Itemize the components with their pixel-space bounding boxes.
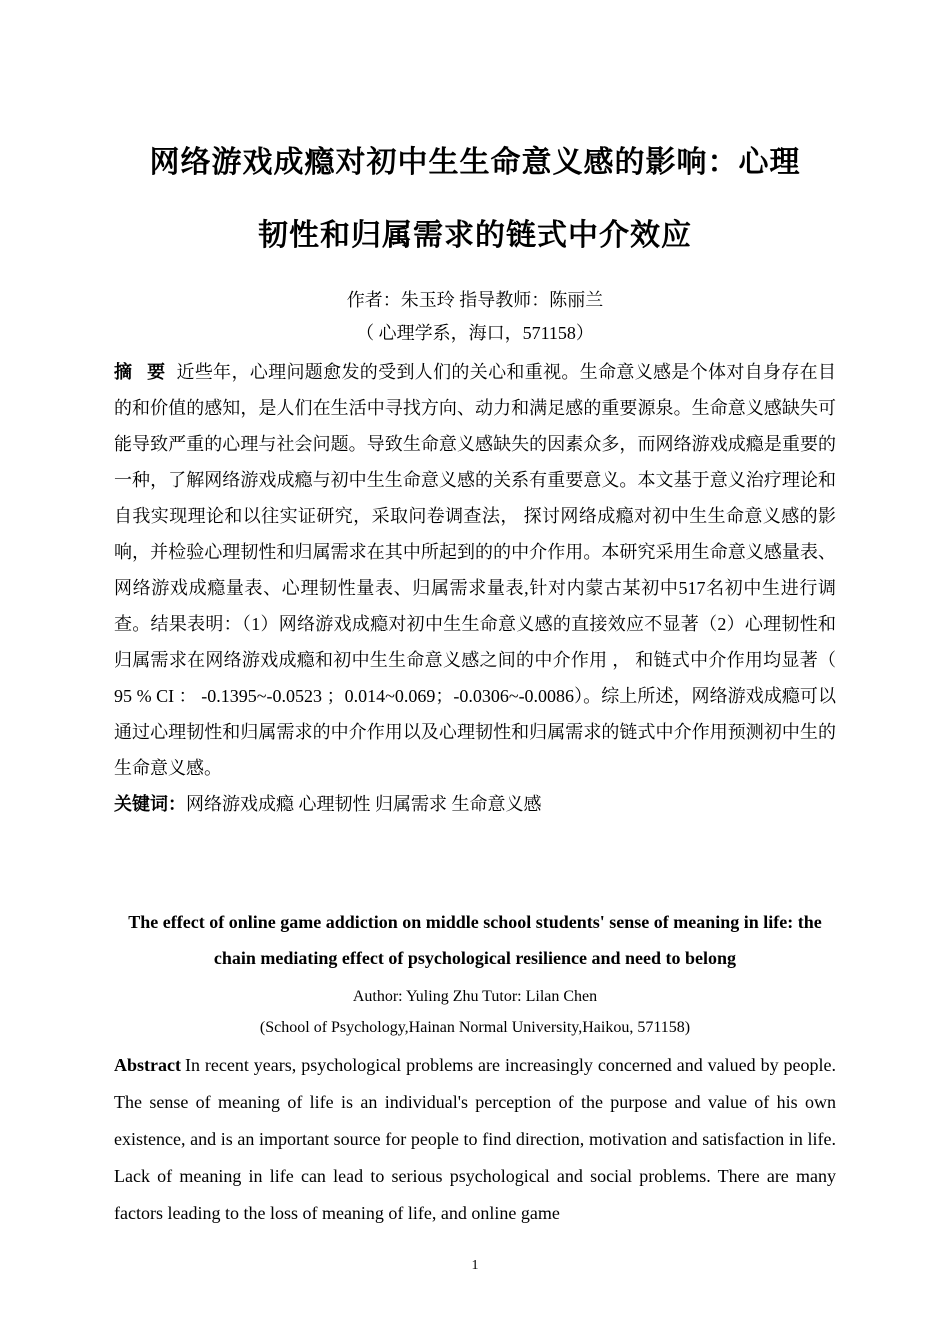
- english-abstract: [114, 1047, 836, 1232]
- chinese-keywords-text: 网络游戏成瘾 心理韧性 归属需求 生命意义感: [186, 794, 542, 814]
- chinese-abstract-label: 摘 要: [114, 362, 171, 382]
- chinese-affiliation: （ 心理学系，海口，571158）: [356, 323, 594, 343]
- chinese-title-line1: 网络游戏成瘾对初中生生命意义感的影响：心理: [149, 146, 801, 179]
- chinese-title-line2: 韧性和归属需求的链式中介效应: [258, 219, 692, 252]
- chinese-keywords-label: 关键词：: [114, 794, 186, 814]
- english-author-line: Author: Yuling Zhu Tutor: Lilan Chen: [352, 988, 598, 1005]
- chinese-abstract-text: 近些年，心理问题愈发的受到人们的关心和重视。生命意义感是个体对自身存在目的和价值的感知，是人们在生活中寻找方向、动力和满足感的重要源泉。生命意义感缺失可能导致严重的心理与社会问题。导致生命意义感缺失的因素众多，而网络游戏成瘾是重要的一种，了解网络游戏成瘾与初中生生命意义感的关系有重要意义。本文基于意义治疗理论和自我实现理论和以往实证研究，采取问卷调查法， 探讨网络成瘾对初中生生命意义感的影响，并检验心理韧性和归属需求在其中所起到的的中介作用。本研究采用生命意义感量表、网络游戏成瘾量表、心理韧性量表、归属需求量表,针对内蒙古某初中517名初中生进行调查。结果表明：（1）网络游戏成瘾对初中生生命意义感的直接效应不显著（2）心理韧性和归属需求在网络游戏成瘾和初中生生命意义感之间的中介作用 ， 和链式中介作用均显著（ 95 % CI ： -0.1395~-0.0523 ；0.014~0.069；-0.0306~-0.0086）。综上所述，网络游戏成瘾可以通过心理韧性和归属需求的中介作用以及心理韧性和归属需求的链式中介作用预测初中生的生命意义感。: [114, 362, 837, 778]
- chinese-abstract: [114, 354, 836, 786]
- chinese-title: [114, 126, 836, 272]
- chinese-author-line: 作者：朱玉玲 指导教师：陈丽兰: [346, 290, 604, 310]
- english-title: The effect of online game addiction on middle school students' sense of meaning in life: the chain mediating effect of psychological resilience and need to belong: [128, 912, 822, 968]
- chinese-keywords: [114, 786, 836, 822]
- english-abstract-label: Abstract: [114, 1055, 181, 1075]
- english-affiliation: (School of Psychology,Hainan Normal University,Haikou, 571158): [259, 1019, 691, 1036]
- page-number: 1: [471, 1258, 479, 1273]
- english-abstract-text: In recent years, psychological problems are increasingly concerned and valued by people. The sense of meaning of life is an individual's perception of the purpose and value of his own existence, and is an important source for people to find direction, motivation and satisfaction in life. Lack of meaning in life can lead to serious psychological and social problems. There are many factors leading to the loss of meaning of life, and online game: [114, 1055, 836, 1223]
